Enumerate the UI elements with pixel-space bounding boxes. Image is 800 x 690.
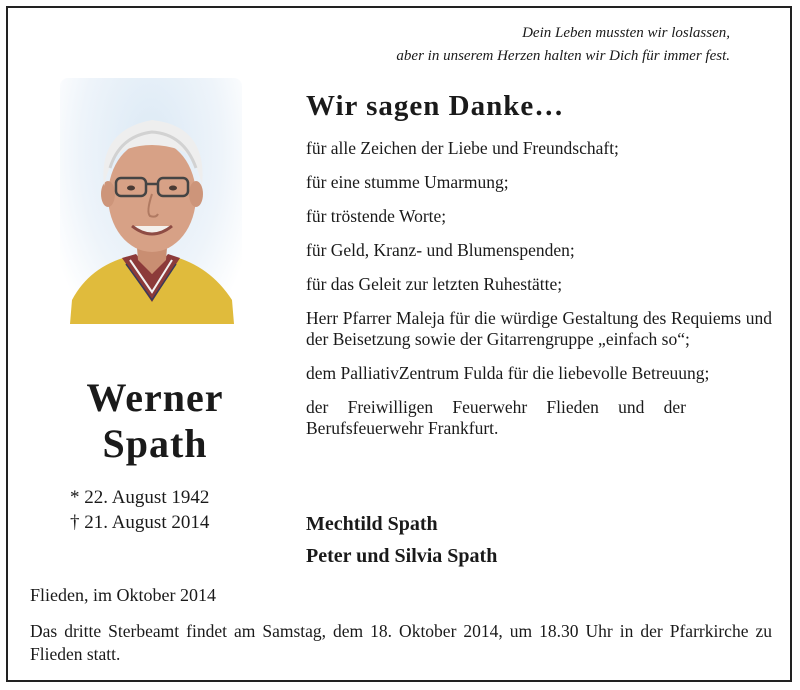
place-date: Flieden, im Oktober 2014 xyxy=(30,585,216,605)
thanks-list xyxy=(306,138,772,452)
thanks-item: dem PalliativZentrum Fulda für die liebevolle Betreuung; xyxy=(306,363,710,383)
thanks-item: der Freiwilligen Feuerwehr Flieden und der Berufsfeuerwehr Frankfurt. xyxy=(306,397,686,438)
life-dates xyxy=(70,485,270,535)
motto-line-2: aber in unserem Herzen halten wir Dich für immer fest. xyxy=(396,48,730,64)
birth-date: * 22. August 1942 xyxy=(70,487,210,508)
deceased-last-name: Spath xyxy=(102,421,208,466)
thanks-heading: Wir sagen Danke… xyxy=(306,90,565,122)
thanks-item: für eine stumme Umarmung; xyxy=(306,172,509,192)
signer-name: Peter und Silvia Spath xyxy=(306,545,498,567)
deceased-first-name: Werner xyxy=(86,375,224,420)
portrait-photo xyxy=(60,78,242,324)
motto-line-1: Dein Leben mussten wir loslassen, xyxy=(522,25,730,41)
death-date: † 21. August 2014 xyxy=(70,512,210,533)
service-notice: Das dritte Sterbeamt findet am Samstag, dem 18. Oktober 2014, um 18.30 Uhr in der Pfarrkirche zu Flieden statt. xyxy=(30,621,772,664)
thanks-item: für tröstende Worte; xyxy=(306,206,447,226)
motto xyxy=(310,22,730,68)
thanks-item: für Geld, Kranz- und Blumenspenden; xyxy=(306,240,575,260)
thanks-item: Herr Pfarrer Maleja für die würdige Gestaltung des Requiems und der Beisetzung sowie der Gitarrengruppe „einfach so“; xyxy=(306,308,772,349)
thanks-item: für alle Zeichen der Liebe und Freundschaft; xyxy=(306,138,619,158)
thanks-item: für das Geleit zur letzten Ruhestätte; xyxy=(306,274,563,294)
signers xyxy=(306,508,497,572)
signer-name: Mechtild Spath xyxy=(306,513,438,535)
